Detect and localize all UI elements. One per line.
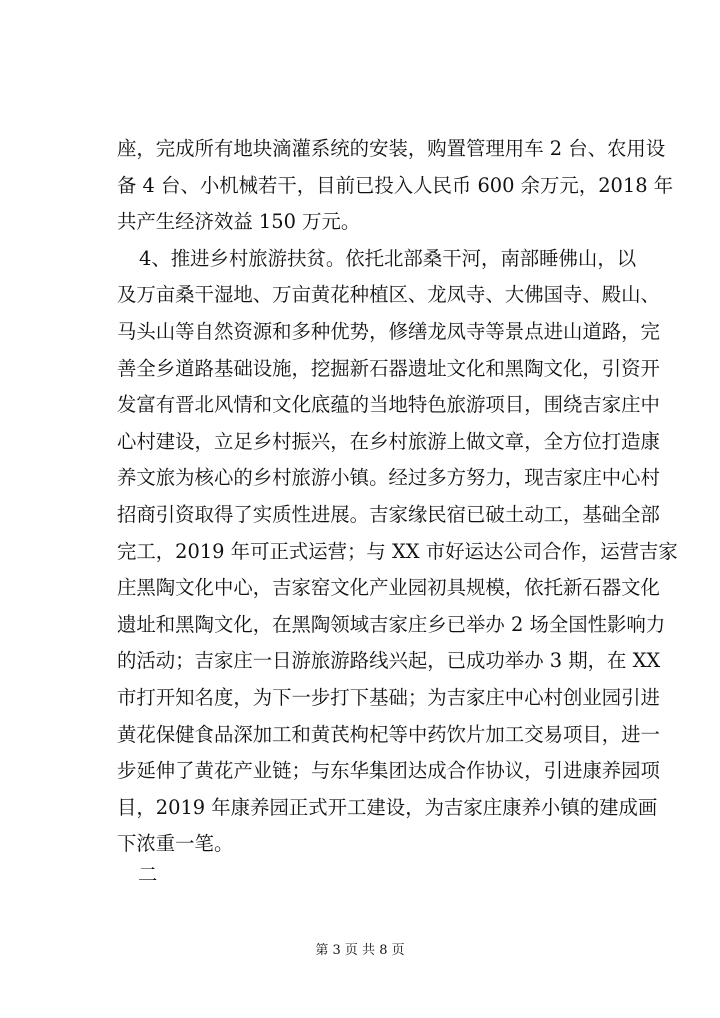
text-line: 座，完成所有地块滴灌系统的安装，购置管理用车 2 台、农用设 [117,137,666,160]
text-line: 庄黑陶文化中心，吉家窑文化产业园初具规模，依托新石器文化 [117,576,660,600]
text-line: 养文旅为核心的乡村旅游小镇。经过多方努力，现吉家庄中心村 [117,466,660,490]
text-line: 备 4 台、小机械若干，目前已投入人民币 600 余万元，2018 年 [117,173,674,197]
text-line: 黄花保健食品深加工和黄芪枸杞等中药饮片加工交易项目，进一 [117,722,660,746]
text-line: 马头山等自然资源和多种优势，修缮龙凤寺等景点进山道路，完 [117,319,660,343]
page-footer: 第 3 页 共 8 页 [315,943,405,958]
text-line: 招商引资取得了实质性进展。吉家缘民宿已破土动工，基础全部 [117,502,660,526]
text-line: 下浓重一笔。 [117,832,234,856]
text-line: 的活动；吉家庄一日游旅游路线兴起，已成功举办 3 期，在 XX [117,649,661,673]
section-heading: 二 [138,863,158,886]
text-line: 善全乡道路基础设施，挖掘新石器遗址文化和黑陶文化，引资开 [117,356,660,380]
text-line: 完工，2019 年可正式运营；与 XX 市好运达公司合作，运营吉家 [117,539,678,563]
text-line: 市打开知名度，为下一步打下基础；为吉家庄中心村创业园引进 [117,685,660,709]
text-line: 4、推进乡村旅游扶贫。依托北部桑干河，南部睡佛山，以 [139,246,637,270]
text-line: 发富有晋北风情和文化底蕴的当地特色旅游项目，围绕吉家庄中 [117,393,660,417]
text-line: 共产生经济效益 150 万元。 [117,210,361,234]
text-line: 目，2019 年康养园正式开工建设，为吉家庄康养小镇的建成画 [117,795,658,819]
text-line: 心村建设，立足乡村振兴，在乡村旅游上做文章，全方位打造康 [117,429,660,453]
text-line: 步延伸了黄花产业链；与东华集团达成合作协议，引进康养园项 [117,759,660,783]
text-line: 遗址和黑陶文化，在黑陶领域吉家庄乡已举办 2 场全国性影响力 [117,612,666,636]
text-line: 及万亩桑干湿地、万亩黄花种植区、龙凤寺、大佛国寺、殿山、 [117,283,660,307]
body-text [117,131,678,863]
